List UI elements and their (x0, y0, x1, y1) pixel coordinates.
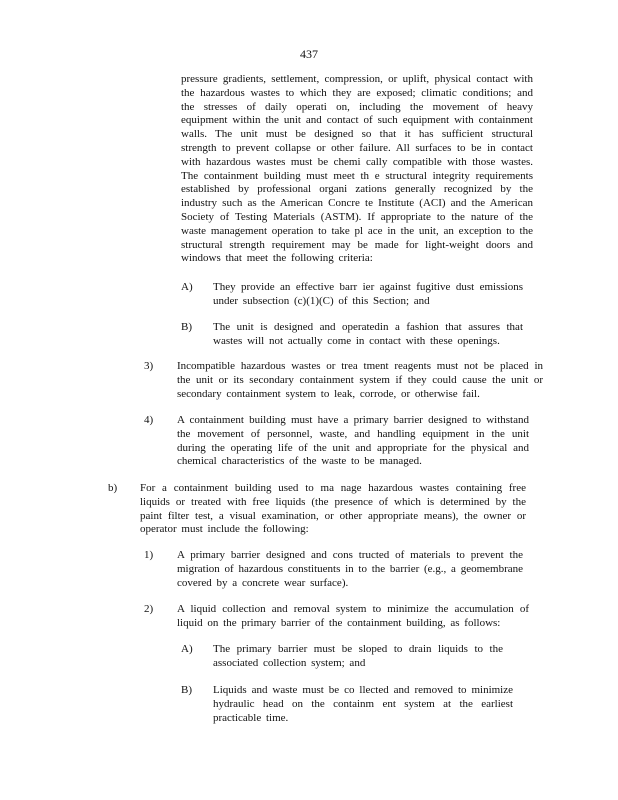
item-3-label: 3) (144, 360, 154, 372)
item-2-label: 2) (144, 603, 154, 615)
item-2a-text: The primary barrier must be sloped to drain liquids to the associated collection system; and (213, 643, 503, 669)
item-2-text: A liquid collection and removal system to minimize the accumulation of liquid on the primary barrier of the containment building, as follows: (177, 603, 529, 629)
item-3-text: Incompatible hazardous wastes or trea tment reagents must not be placed in the unit or its secondary containment system if they could cause the unit or secondary containment system to leak, corrode, or otherwise fail. (177, 360, 543, 400)
subsection-b-label: b) (108, 482, 118, 494)
subsection-b-text: For a containment building used to ma nage hazardous wastes containing free liquids or treated with free liquids (the presence of which is determined by the paint filter test, a visual examination, or other appropriate means), the owner or operator must include the following: (140, 482, 526, 536)
item-b-text: The unit is designed and operatedin a fashion that assures that wastes will not actually come in contact with these openings. (213, 321, 523, 347)
item-a-text: They provide an effective barr ier against fugitive dust emissions under subsection (c)(1)(C) of this Section; and (213, 281, 523, 307)
continued-paragraph: pressure gradients, settlement, compression, or uplift, physical contact with the hazardous wastes to which they are exposed; climatic conditions; and the stresses of daily operati on, including the movement of heavy equipment within the unit and contact of such equipment with containment walls. The unit must be designed so that it has sufficient structural strength to prevent collapse or other failure. All surfaces to be in contact with hazardous wastes must be chemi cally compatible with those wastes. The containment building must meet th e structural integrity requirements established by professional organi zations generally recognized by the industry such as the American Concre te Institute (ACI) and the American Society of Testing Materials (ASTM). If appropriate to the nature of the waste management operation to take pl ace in the unit, an exception to the structural strength requirement may be made for light-weight doors and windows that meet the following criteria: (181, 73, 533, 265)
page-number: 437 (300, 47, 318, 61)
item-1-text: A primary barrier designed and cons tructed of materials to prevent the migration of hazardous constituents in to the barrier (e.g., a geomembrane covered by a concrete wear surface). (177, 549, 523, 589)
item-2b-label: B) (181, 684, 192, 696)
item-4-label: 4) (144, 414, 154, 426)
item-4-text: A containment building must have a primary barrier designed to withstand the movement of personnel, waste, and handling equipment in the unit during the operating life of the unit and appropriate for the physical and chemical characteristics of the waste to be managed. (177, 414, 529, 468)
item-b-label: B) (181, 321, 192, 333)
item-1-label: 1) (144, 549, 154, 561)
item-a-label: A) (181, 281, 193, 293)
item-2b-text: Liquids and waste must be co llected and removed to minimize hydraulic head on the containm ent system at the earliest practicable time. (213, 684, 513, 724)
item-2a-label: A) (181, 643, 193, 655)
